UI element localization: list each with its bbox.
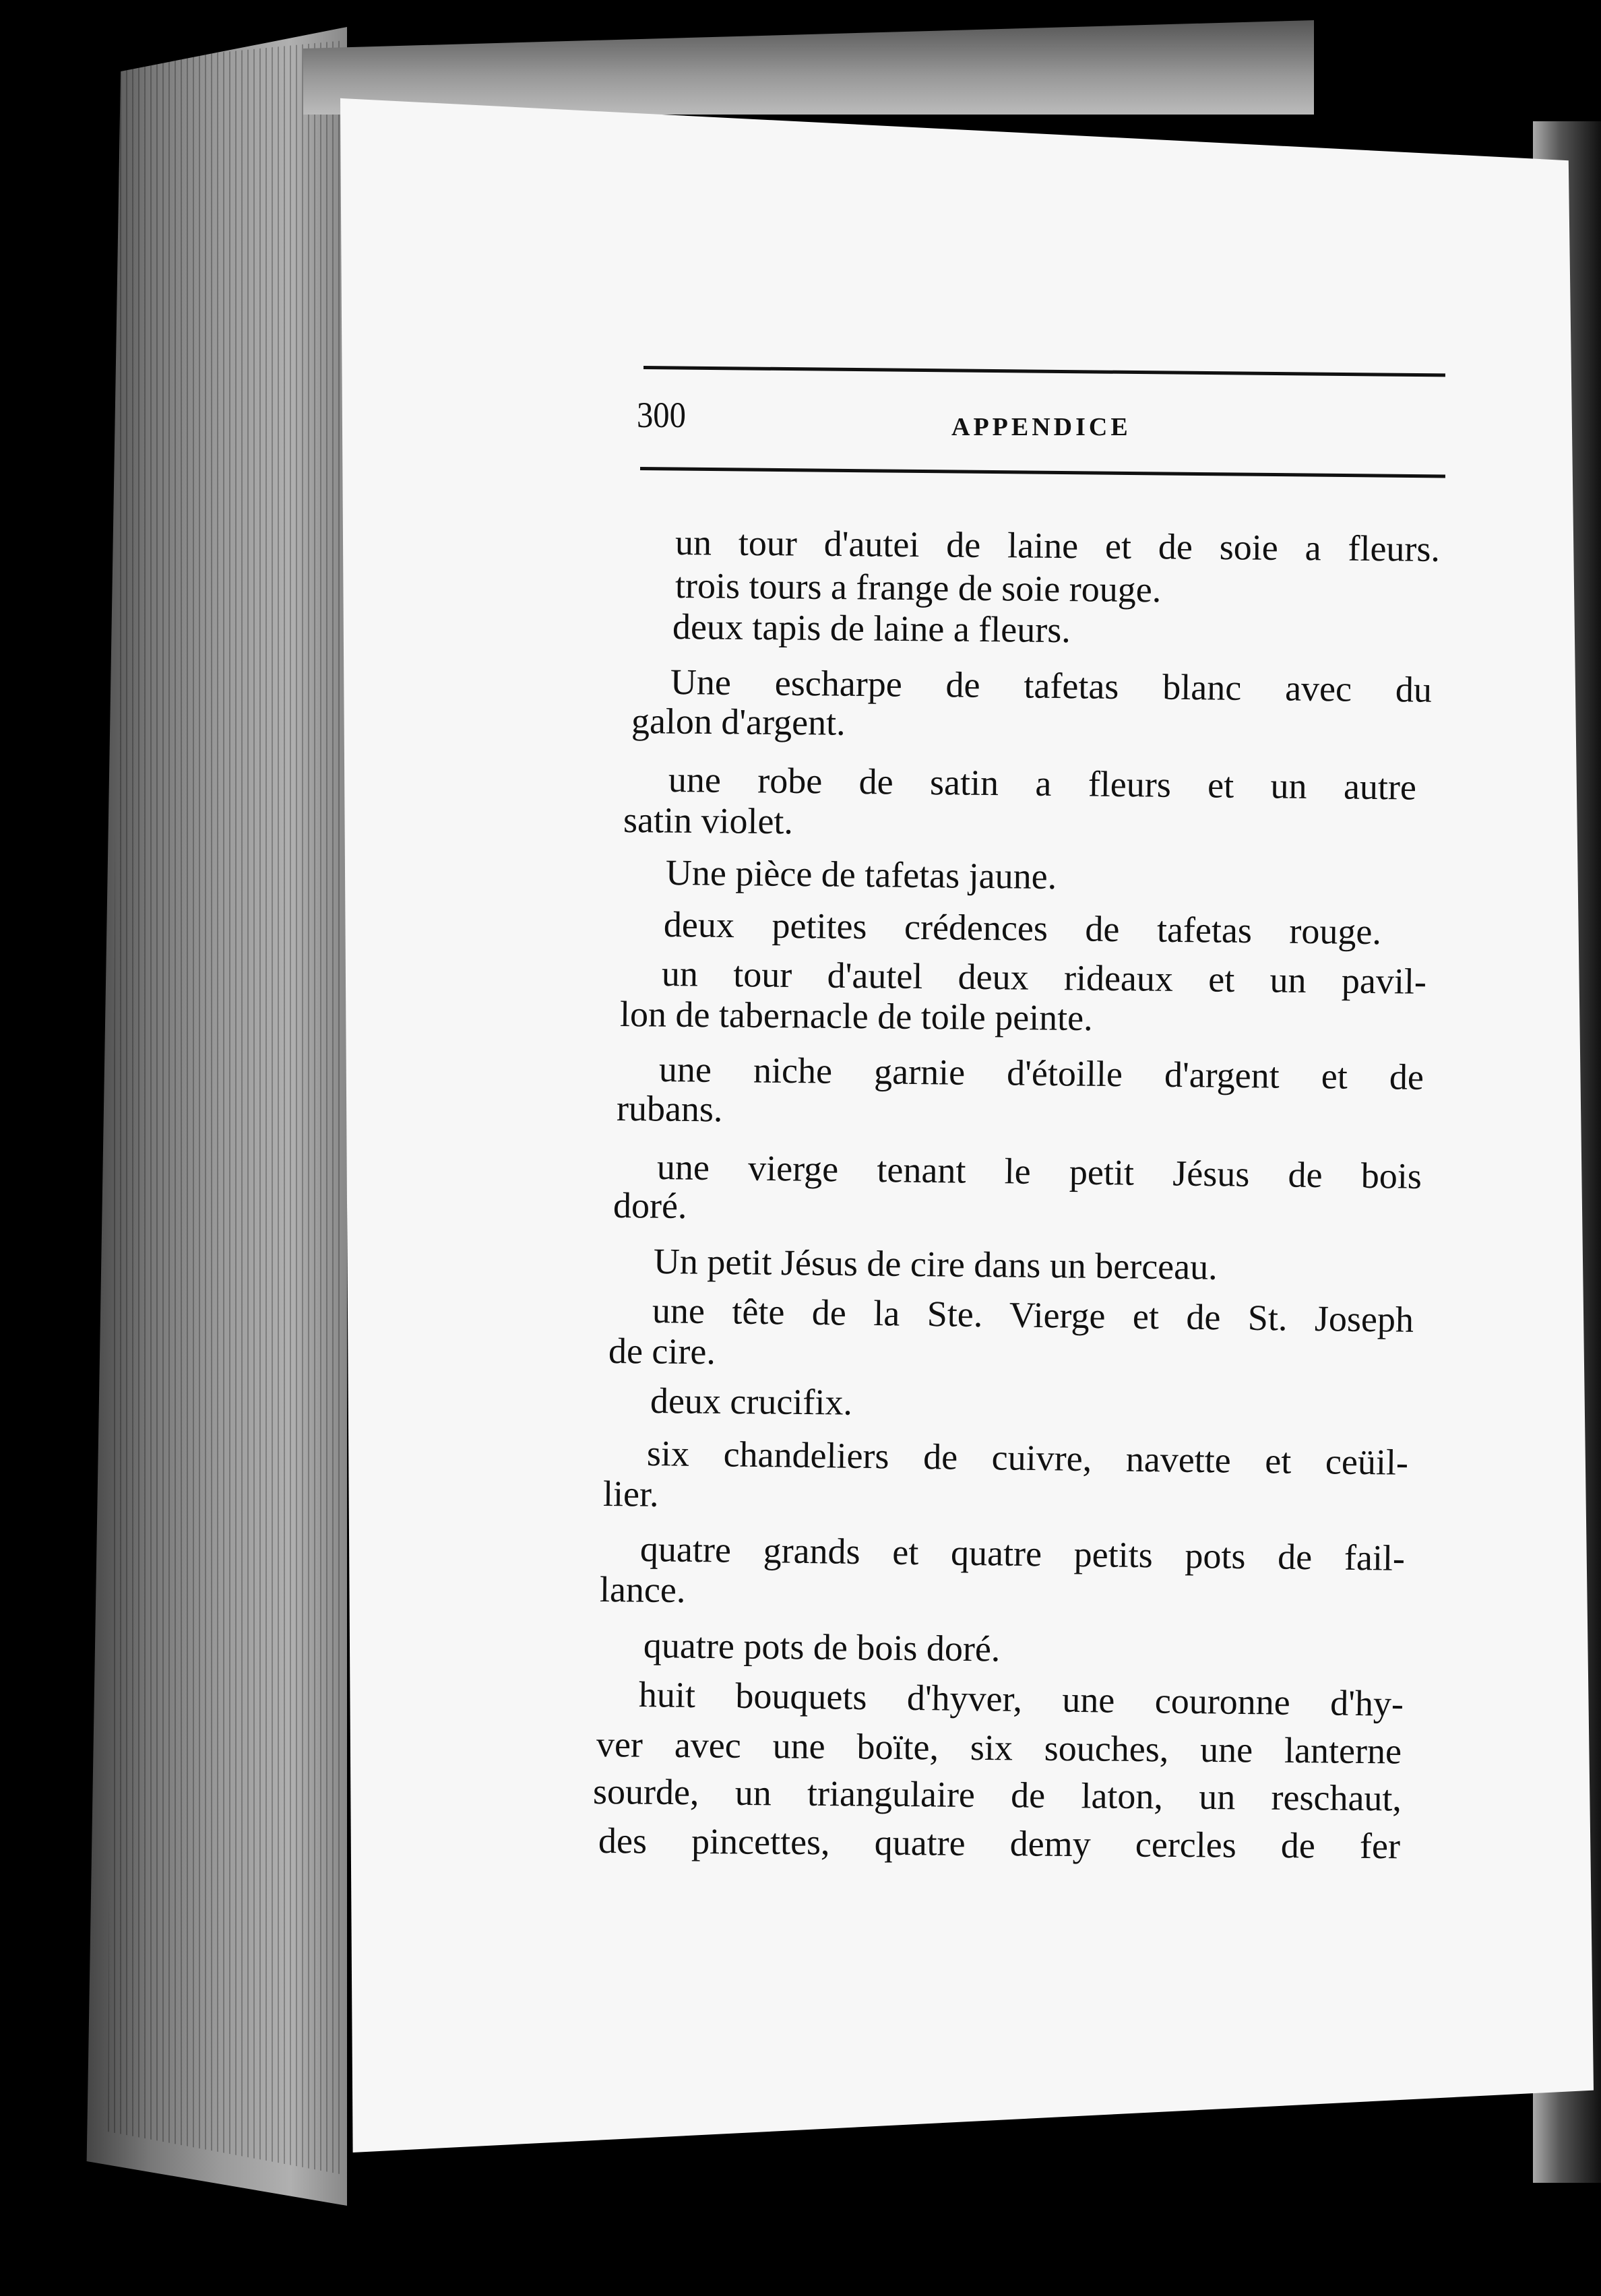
text-line: une vierge tenant le petit Jésus de bois: [656, 1147, 1422, 1197]
text-line: quatre grands et quatre petits pots de fail-: [639, 1529, 1406, 1578]
text-line: huit bouquets d'hyver, une couronne d'hy-: [638, 1674, 1404, 1724]
text-line: de cire.: [608, 1331, 716, 1372]
text-line: lier.: [602, 1473, 659, 1514]
text-line: des pincettes, quatre demy cercles de fer: [598, 1820, 1401, 1867]
text-line: une niche garnie d'étoille d'argent et de: [658, 1049, 1424, 1097]
text-line: un tour d'autel deux rideaux et un pavil-: [661, 953, 1427, 1002]
text-line: un tour d'autei de laine et de soie a fleurs.: [674, 522, 1441, 569]
text-line: rubans.: [616, 1088, 723, 1130]
text-line: six chandeliers de cuivre, navette et ceüil-: [646, 1433, 1409, 1483]
text-line: Une escharpe de tafetas blanc avec du: [670, 662, 1433, 710]
text-line: deux crucifix.: [650, 1380, 853, 1423]
text-line: ver avec une boïte, six souches, une lanterne: [596, 1724, 1402, 1772]
text-line: doré.: [613, 1185, 687, 1226]
text-line: lon de tabernacle de toile peinte.: [619, 994, 1093, 1039]
text-line: satin violet.: [623, 800, 794, 842]
text-line: Une pièce de tafetas jaune.: [665, 852, 1057, 897]
page-number: 300: [637, 395, 686, 435]
text-line: deux tapis de laine a fleurs.: [672, 606, 1071, 651]
text-line: galon d'argent.: [631, 701, 846, 743]
text-line: lance.: [599, 1569, 686, 1611]
text-line: une robe de satin a fleurs et un autre: [668, 759, 1417, 808]
text-line: sourde, un triangulaire de laton, un reschaut,: [592, 1771, 1402, 1819]
text-line: une tête de la Ste. Vierge et de St. Joseph: [652, 1290, 1414, 1340]
text-line: Un petit Jésus de cire dans un berceau.: [653, 1241, 1218, 1287]
running-title: APPENDICE: [951, 413, 1131, 441]
text-line: trois tours a frange de soie rouge.: [674, 565, 1162, 610]
text-line: deux petites crédences de tafetas rouge.: [663, 904, 1382, 953]
text-line: quatre pots de bois doré.: [643, 1625, 1001, 1669]
